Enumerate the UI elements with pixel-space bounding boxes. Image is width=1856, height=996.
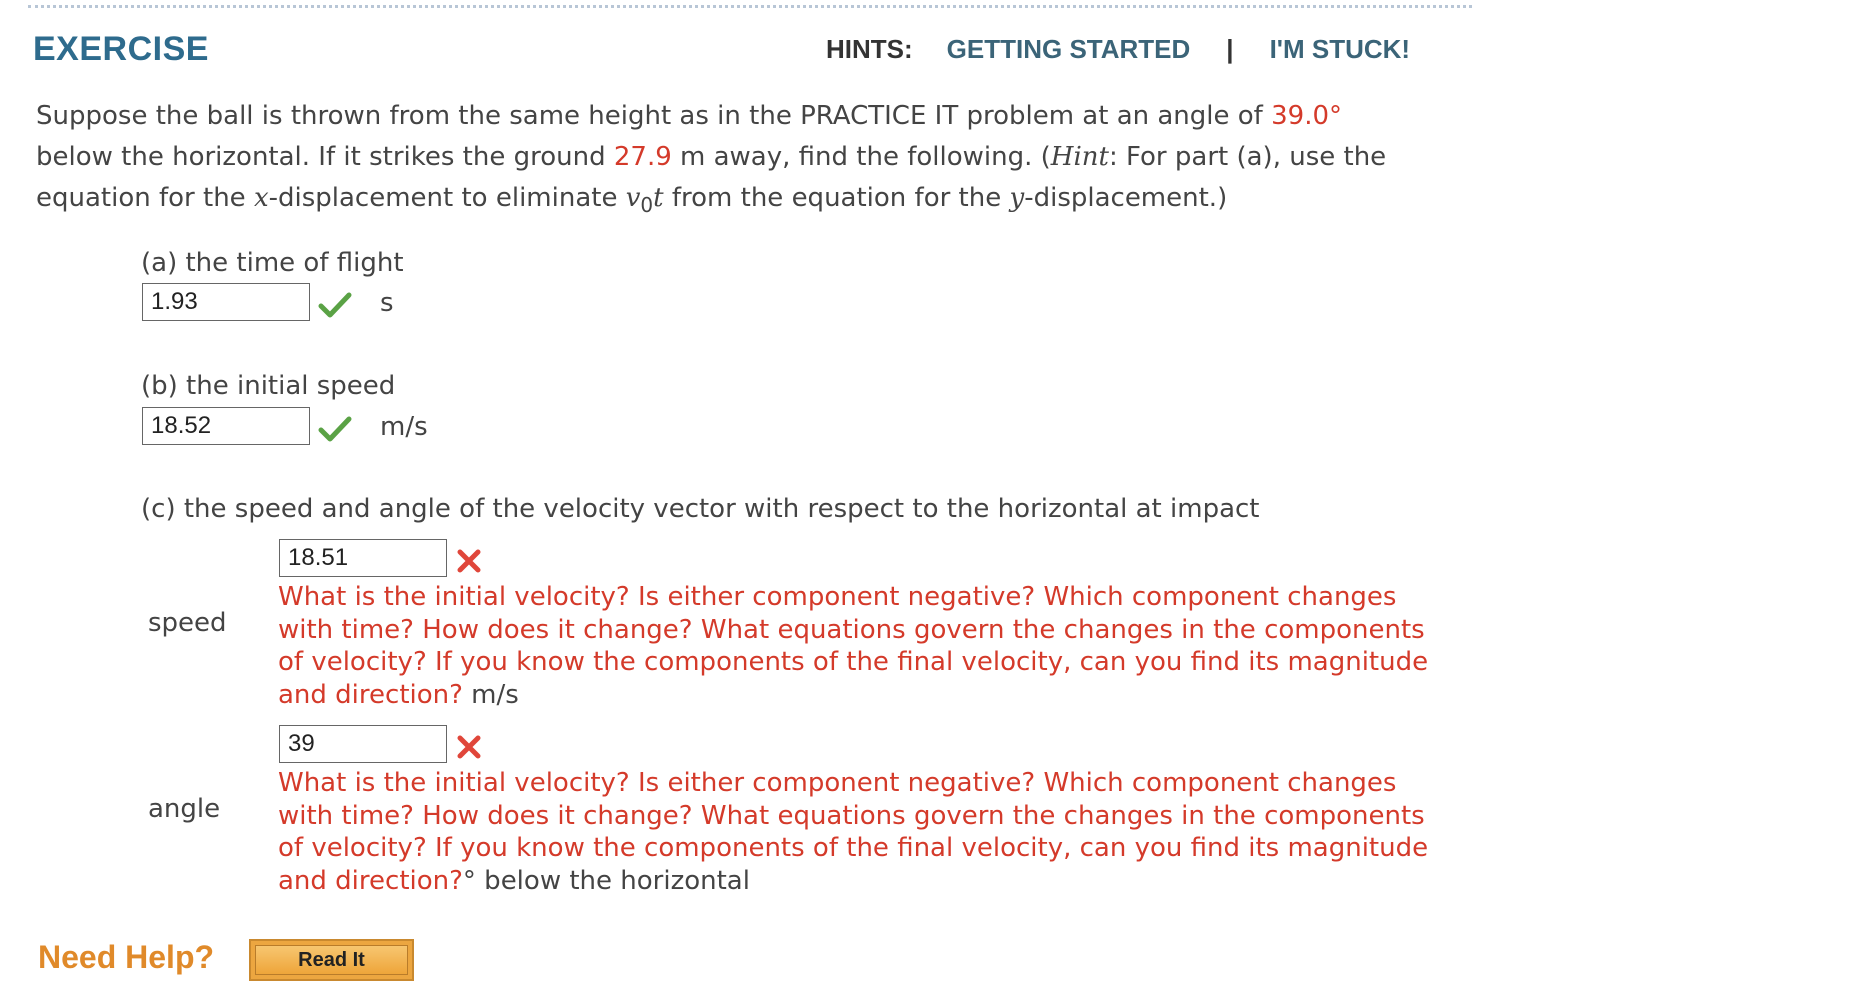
- part-b-unit: m/s: [380, 412, 428, 442]
- speed-feedback: What is the initial velocity? Is either component negative? Which component changes with time? How does it change? What equations govern the changes in the components of velocity? If you know the components of the final velocity, can you find its magnitude and direction? m/s: [278, 582, 1429, 710]
- top-dotted-divider: [28, 5, 1472, 8]
- speed-label: speed: [148, 608, 227, 638]
- exercise-title: EXERCISE: [33, 30, 209, 68]
- incorrect-x-icon: [455, 548, 483, 578]
- time-of-flight-input[interactable]: [142, 283, 310, 321]
- correct-check-icon: [318, 416, 352, 448]
- hints-label: HINTS:: [826, 34, 913, 64]
- incorrect-x-icon: [455, 734, 483, 764]
- distance-value: 27.9: [613, 142, 672, 172]
- angle-feedback: What is the initial velocity? Is either component negative? Which component changes with time? How does it change? What equations govern the changes in the components of velocity? If you know the components of the final velocity, can you find its magnitude and direction?° below the horizontal: [278, 768, 1429, 896]
- impact-angle-input[interactable]: [279, 725, 447, 763]
- hints-separator: |: [1226, 34, 1234, 64]
- read-it-button[interactable]: [249, 939, 414, 981]
- impact-speed-input[interactable]: [279, 539, 447, 577]
- im-stuck-link[interactable]: I'M STUCK!: [1269, 34, 1411, 64]
- part-a-unit: s: [380, 288, 394, 318]
- initial-speed-input[interactable]: [142, 407, 310, 445]
- hints-bar: [826, 34, 1410, 65]
- problem-statement: Suppose the ball is thrown from the same height as in the PRACTICE IT problem at an angle of 39.0° below the horizontal. If it strikes the ground 27.9 m away, find the following. (Hint: For part (a), use the equation for the x-displacement to eliminate $v_0t$ from the equation for the y-displacement.): [36, 101, 1387, 218]
- need-help-label: Need Help?: [38, 939, 215, 975]
- getting-started-link[interactable]: GETTING STARTED: [946, 34, 1191, 64]
- read-it-label: Read It: [255, 945, 408, 975]
- angle-label: angle: [148, 794, 221, 824]
- part-a-label: (a) the time of flight: [141, 248, 404, 278]
- angle-value: 39.0°: [1271, 101, 1342, 131]
- correct-check-icon: [318, 292, 352, 324]
- part-b-label: (b) the initial speed: [141, 371, 396, 401]
- part-c-label: (c) the speed and angle of the velocity vector with respect to the horizontal at impact: [141, 494, 1260, 524]
